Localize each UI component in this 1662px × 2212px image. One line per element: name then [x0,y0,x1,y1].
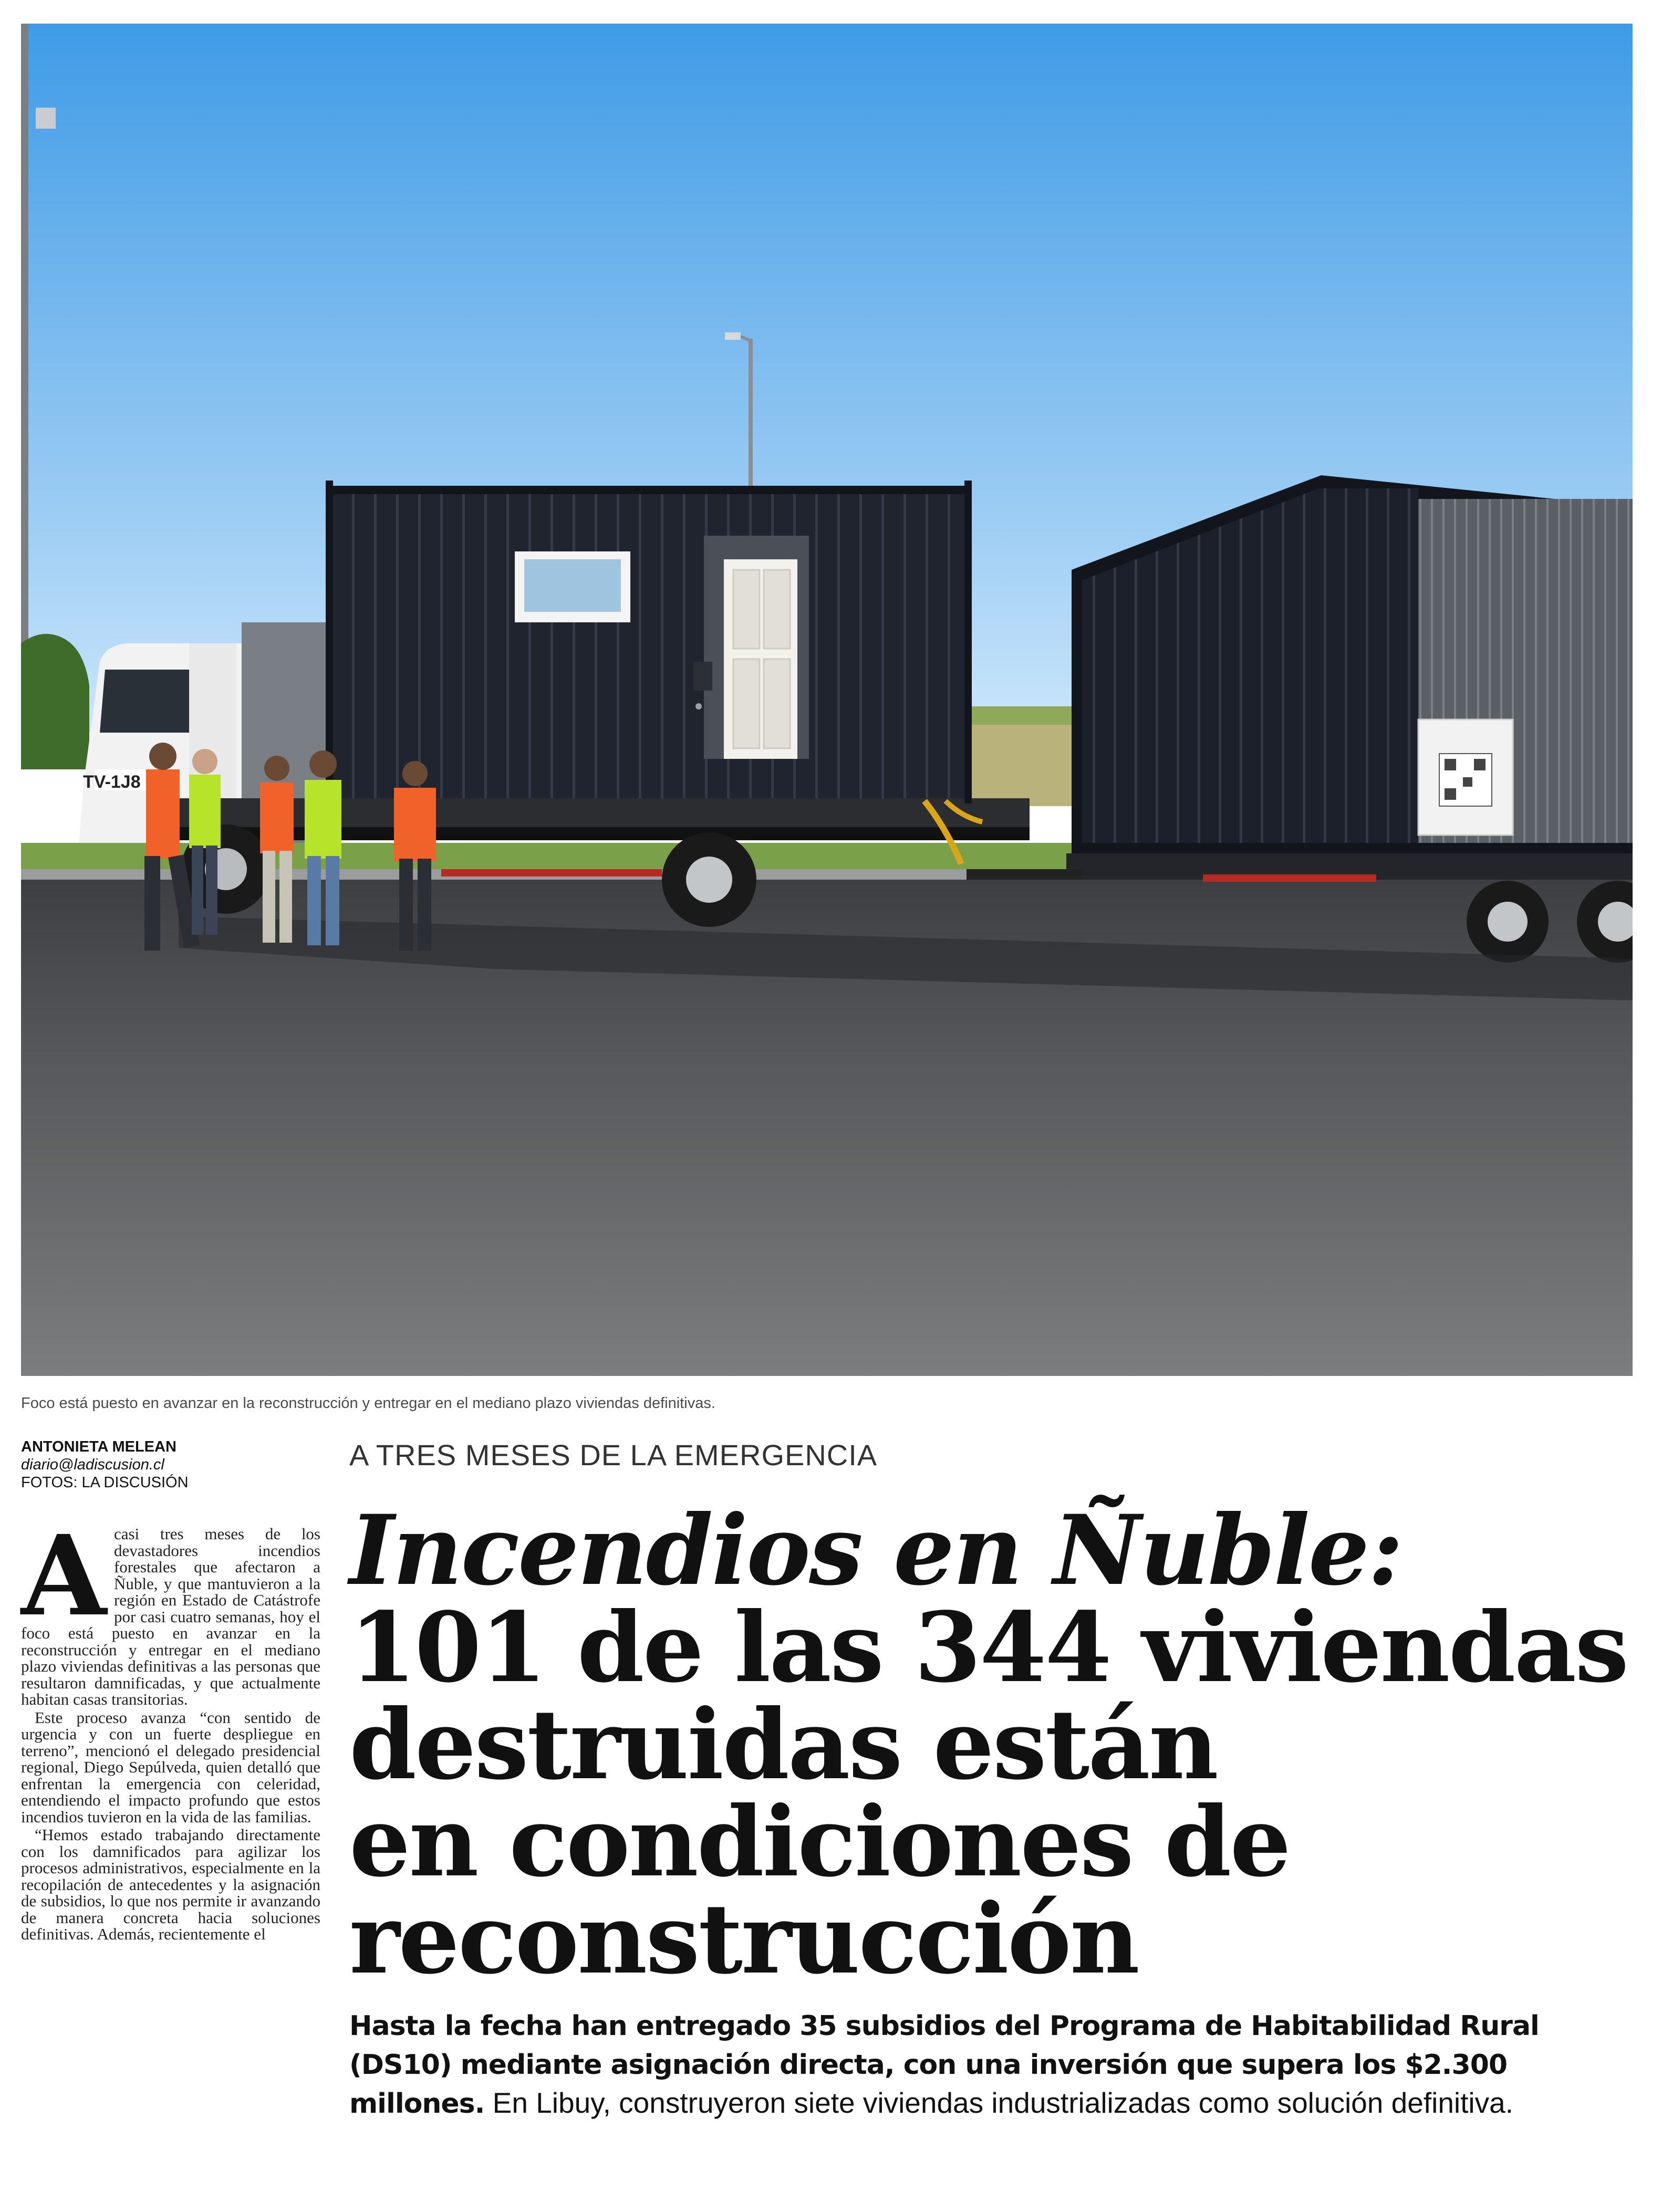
deck-regular: En Libuy, construyeron siete viviendas industrializadas como solución definitiva. [484,2086,1513,2119]
headline-line-1: Incendios en Ñuble: [349,1494,1402,1607]
lead-photo [21,24,1633,1376]
field [967,712,1082,806]
housing-module-left [326,481,972,804]
kicker: A TRES MESES DE LA EMERGENCIA [349,1438,878,1472]
author-email[interactable]: diario@ladiscusion.cl [21,1456,164,1473]
paragraph-2: Este proceso avanza “con sentido de urgencia y con un fuerte despliegue en terreno”, mencionó el delegado presidencial regional, Diego Sepúlveda, quien detalló que enfrentan la emergencia con celeridad, entendiendo el impacto profundo que estos incendios tuvieron en la vida de las familias. [21,1708,320,1826]
headline-line-3: destruidas están [349,1688,1217,1801]
byline [21,1438,336,1491]
photo-credit: FOTOS: LA DISCUSIÓN [21,1474,189,1491]
article-body [21,1511,320,1944]
truck-plate: TV-1J8 [83,772,141,792]
paragraph-3: “Hemos estado trabajando directamente con los damnificados para agilizar los procesos administrativos, especialmente en la recopilación de antecedentes y la asignación de subsidios, lo que nos permite ir avanzando de manera concreta hacia soluciones definitivas. Además, recientemente el [21,1825,320,1943]
photo-caption: Foco está puesto en avanzar en la reconstrucción y entregar en el mediano plazo viviendas definitivas. [21,1395,715,1412]
headline [349,1494,1631,1996]
headline-line-4: en condiciones de [349,1786,1290,1898]
trees [21,634,89,769]
headline-line-5: reconstrucción [349,1883,1138,1996]
headline-line-2: 101 de las 344 viviendas [349,1591,1628,1704]
paragraph-1 [21,1511,320,1708]
deck [349,2006,1631,2123]
deck-bold: Hasta la fecha han entregado 35 subsidios del Programa de Habitabilidad Rural (DS10) mediante asignación directa, con una inversión que supera los $2.300 millones. [349,2010,1539,2120]
paragraph-1-text: casi tres meses de los devastadores incendios forestales que afectaron a Ñuble, y que mantuvieron a la región en Estado de Catástrofe por casi cuatro semanas, hoy el foco está puesto en avanzar en la reconstrucción y entregar en el mediano plazo viviendas definitivas a las personas que resultaron damnificadas, y que actualmente habitan casas transitorias. [21,1525,320,1708]
drop-cap: A [21,1511,107,1641]
author-name: ANTONIETA MELEAN [21,1438,176,1455]
